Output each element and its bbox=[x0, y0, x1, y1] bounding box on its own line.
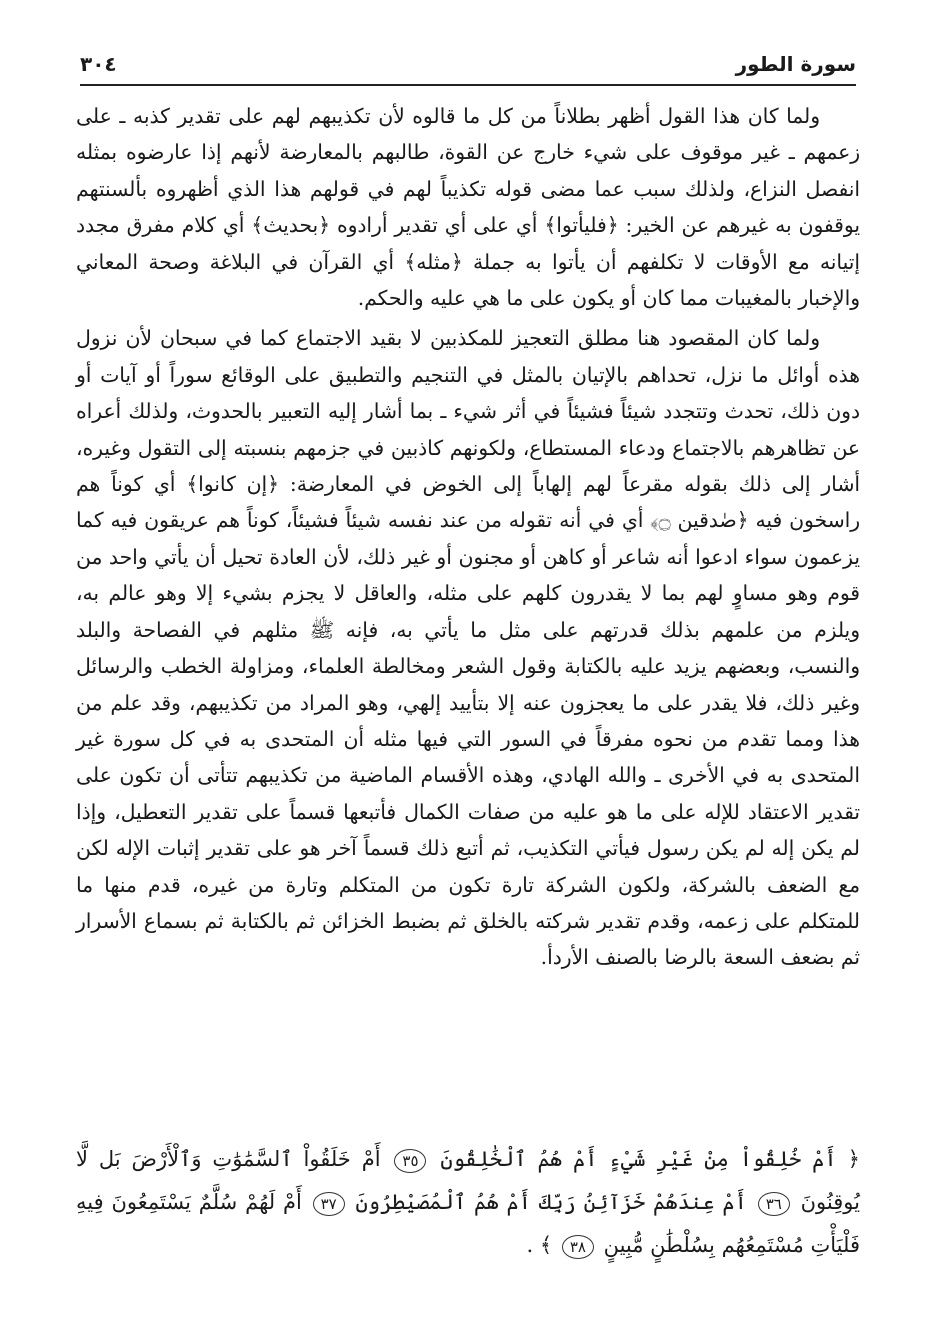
ayah-number: ٣٥ bbox=[394, 1149, 426, 1173]
ayah-text: أَمْ خُلِقُواْ مِنْ غَيْرِ شَيْءٍ أَمْ هُمُ ٱلْخَٰلِقُونَ bbox=[440, 1147, 837, 1171]
end-mark: . bbox=[526, 1233, 534, 1257]
commentary-text bbox=[76, 98, 860, 976]
page-number: ٣٠٤ bbox=[80, 52, 117, 76]
ayah-number: ٣٦ bbox=[758, 1192, 790, 1216]
ayah-text: أَمْ عِندَهُمْ خَزَآئِنُ رَبِّكَ أَمْ هُمُ ٱلْمُصَيْطِرُونَ bbox=[355, 1190, 747, 1214]
ornate-bracket-open: ﴿ bbox=[847, 1147, 860, 1171]
surah-title: سورة الطور bbox=[735, 52, 856, 76]
paragraph-1: ولما كان هذا القول أظهر بطلاناً من كل ما قالوه لأن تكذيبهم لهم على تقدير كذبه ـ على زعمهم ـ غير موقوف على شيء خارج عن القوة، طالبهم بالمعارضة لأنهم إذا عارضوه بمثله انفصل النزاع، ولذلك سبب عما مضى قوله تكذيباً لهم في قولهم هذا الذي أظهروه بألسنتهم يوقفون به غيرهم عن الخير: ﴿فليأتوا﴾ أي على أي تقدير أرادوه ﴿بحديث﴾ أي كلام مفرق مجدد إتيانه مع الأوقات لا تكلفهم أن يأتوا به جملة ﴿مثله﴾ أي القرآن في البلاغة وصحة المعاني والإخبار بالمغيبات مما كان أو يكون على ما هي عليه والحكم. bbox=[76, 104, 860, 311]
quran-verses bbox=[76, 1138, 860, 1267]
ayah-number: ٣٨ bbox=[562, 1235, 594, 1259]
ayah-text: أَمْ لَهُمْ سُلَّمٌ يَسْتَمِعُونَ فِيهِ فَلْيَأْتِ مُسْتَمِعُهُم بِسُلْطَٰنٍ مُّبِينٍ bbox=[76, 1190, 860, 1257]
paragraph-2: ولما كان المقصود هنا مطلق التعجيز للمكذبين لا بقيد الاجتماع كما في سبحان لأن نزول هذه أوائل ما نزل، تحداهم بالإتيان بالمثل في التنجيم والتطبيق على الوقائع سوراً أو آيات أو دون ذلك، تحدث وتتجدد شيئاً فشيئاً في أثر شيء ـ بما أشار إليه التعبير بالحدوث، ولذلك أعراه عن تظاهرهم بالاجتماع ودعاء المستطاع، ولكونهم كاذبين في جزمهم بنسبته إلى التقول وغيره، أشار إلى ذلك بقوله مقرعاً لهم إلهاباً إلى الخوض في المعارضة: ﴿إن كانوا﴾ أي كوناً هم راسخون فيه ﴿صٰدقين ۝﴾ أي في أنه تقوله من عند نفسه شيئاً فشيئاً، كوناً هم عريقون فيه كما يزعمون سواء ادعوا أنه شاعر أو كاهن أو مجنون أو غير ذلك، لأن العادة تحيل أن يأتي واحد من قوم وهو مساوٍ لهم بما لا يقدرون كلهم على مثله، والعاقل لا يجزم بشيء إلا وهو عالم به، ويلزم من علمهم بذلك قدرتهم على مثل ما يأتي به، فإنه ﷺ مثلهم في الفصاحة والبلد والنسب، وبعضهم يزيد عليه بالكتابة وقول الشعر ومخالطة العلماء، ومزاولة الخطب والرسائل وغير ذلك، فلا يقدر على ما يعجزون عنه إلا بتأييد إلهي، وهو المراد من تكذيبهم، وقد علم من هذا ومما تقدم من نحوه مفرقاً في السور التي فيها مثله أن المتحدى به في كل سورة غير المتحدى به في الأخرى ـ والله الهادي، وهذه الأقسام الماضية من تكذيبهم تتأتى أن تكون على تقدير الاعتقاد للإله على ما هو عليه من صفات الكمال فأتبعها قسماً على تقدير التعطيل، وإذا لم يكن إله لم يكن رسول فيأتي التكذيب، ثم أتبع ذلك قسماً آخر هو على تقدير إثبات الإله لكن مع الضعف بالشركة، ولكون الشركة تارة تكون من المتكلم وتارة من غيره، قدم منها ما للمتكلم على زعمه، وقدم تقدير شركته بالخلق ثم بضبط الخزائن ثم بالكتابة ثم بسماع الأسرار ثم بضعف السعة بالرضا بالصنف الأردأ. bbox=[76, 326, 861, 970]
page-header bbox=[80, 50, 856, 86]
ayah-number: ٣٧ bbox=[313, 1192, 345, 1216]
ayah-text: أَمْ خَلَقُواْ ٱلسَّمَٰوَٰتِ وَٱلْأَرْضَ بَل لَّا يُوقِنُونَ bbox=[76, 1147, 860, 1214]
ornate-bracket-close: ﴾ bbox=[539, 1233, 553, 1257]
